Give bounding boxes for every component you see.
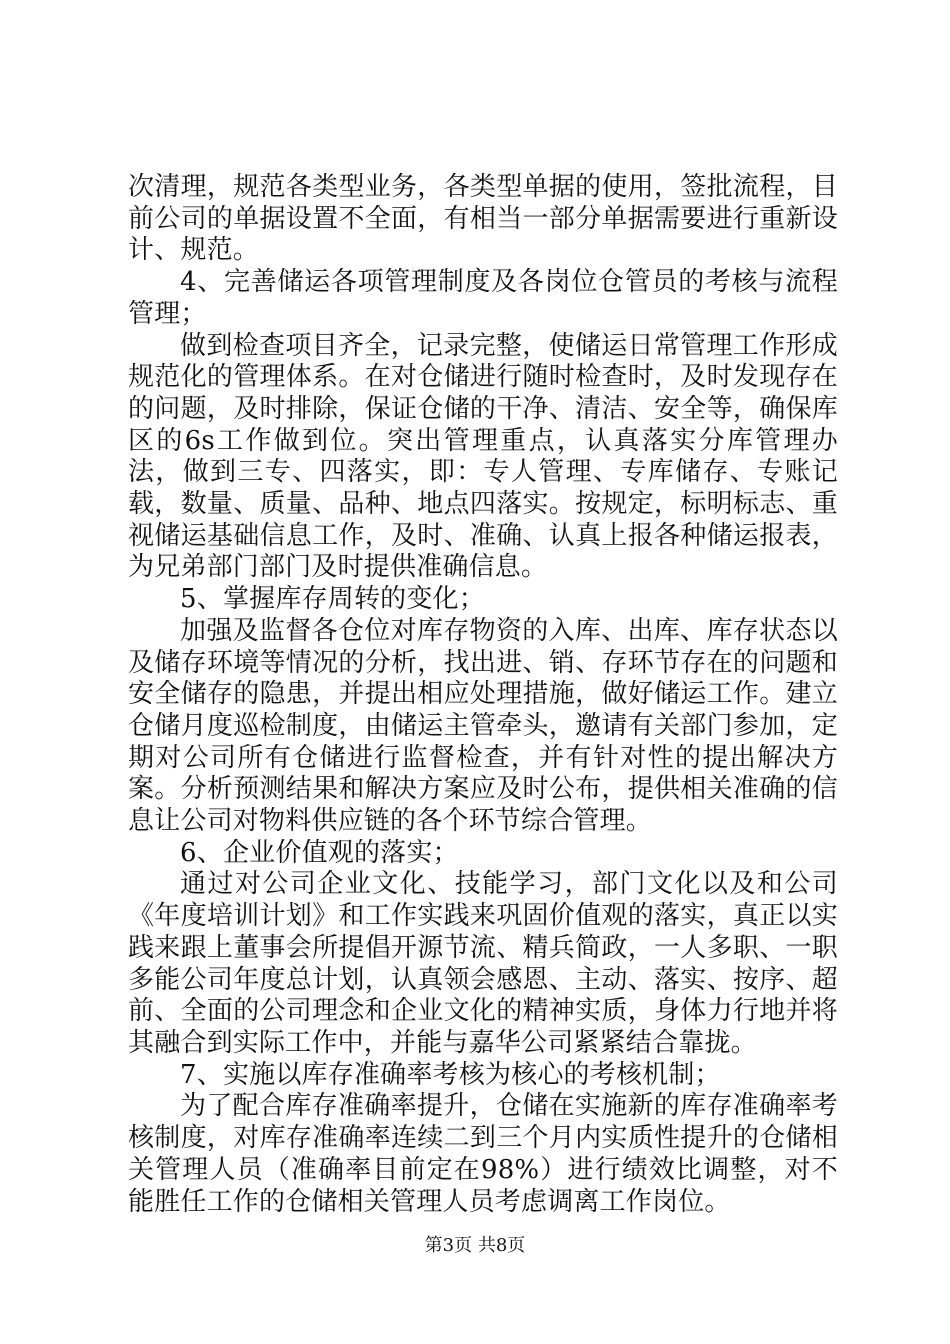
- body-paragraph-section-5: 加强及监督各仓位对库存物资的入库、出库、库存状态以及储存环境等情况的分析，找出进、销、存环节存在的问题和安全储存的隐患，并提出相应处理措施，做好储运工作。建立仓储月度巡检制度，由储运主管牵头，邀请有关部门参加，定期对公司所有仓储进行监督检查，并有针对性的提出解决方案。分析预测结果和解决方案应及时公布，提供相关准确的信息让公司对物料供应链的各个环节综合管理。: [128, 615, 838, 837]
- section-heading-5: 5、掌握库存周转的变化；: [180, 584, 485, 615]
- body-paragraph-section-6: 通过对公司企业文化、技能学习，部门文化以及和公司《年度培训计划》和工作实践来巩固价值观的落实，真正以实践来跟上董事会所提倡开源节流、精兵简政，一人多职、一职多能公司年度总计划，认真领会感恩、主动、落实、按序、超前、全面的公司理念和企业文化的精神实质，身体力行地并将其融合到实际工作中，并能与嘉华公司紧紧结合靠拢。: [128, 869, 838, 1058]
- body-paragraph-continued: 次清理，规范各类型业务，各类型单据的使用，签批流程，目前公司的单据设置不全面，有相当一部分单据需要进行重新设计、规范。: [128, 172, 838, 266]
- body-paragraph-section-7: 为了配合库存准确率提升，仓储在实施新的库存准确率考核制度，对库存准确率连续二到三个月内实质性提升的仓储相关管理人员（准确率目前定在98%）进行绩效比调整，对不能胜任工作的仓储相关管理人员考虑调离工作岗位。: [128, 1091, 838, 1217]
- body-paragraph-section-4: 做到检查项目齐全，记录完整，使储运日常管理工作形成规范化的管理体系。在对仓储进行随时检查时，及时发现存在的问题，及时排除，保证仓储的干净、清洁、安全等，确保库区的6s工作做到位。突出管理重点，认真落实分库管理办法，做到三专、四落实，即：专人管理、专库储存、专账记载，数量、质量、品种、地点四落实。按规定，标明标志、重视储运基础信息工作，及时、准确、认真上报各种储运报表，为兄弟部门部门及时提供准确信息。: [128, 330, 838, 583]
- section-heading-6: 6、企业价值观的落实；: [180, 837, 459, 868]
- section-heading-4: 4、完善储运各项管理制度及各岗位仓管员的考核与流程管理；: [128, 267, 838, 329]
- section-heading-7: 7、实施以库存准确率考核为核心的考核机制；: [180, 1059, 721, 1090]
- document-body: [128, 172, 838, 1218]
- page-number-footer: 第3页 共8页: [424, 1235, 526, 1256]
